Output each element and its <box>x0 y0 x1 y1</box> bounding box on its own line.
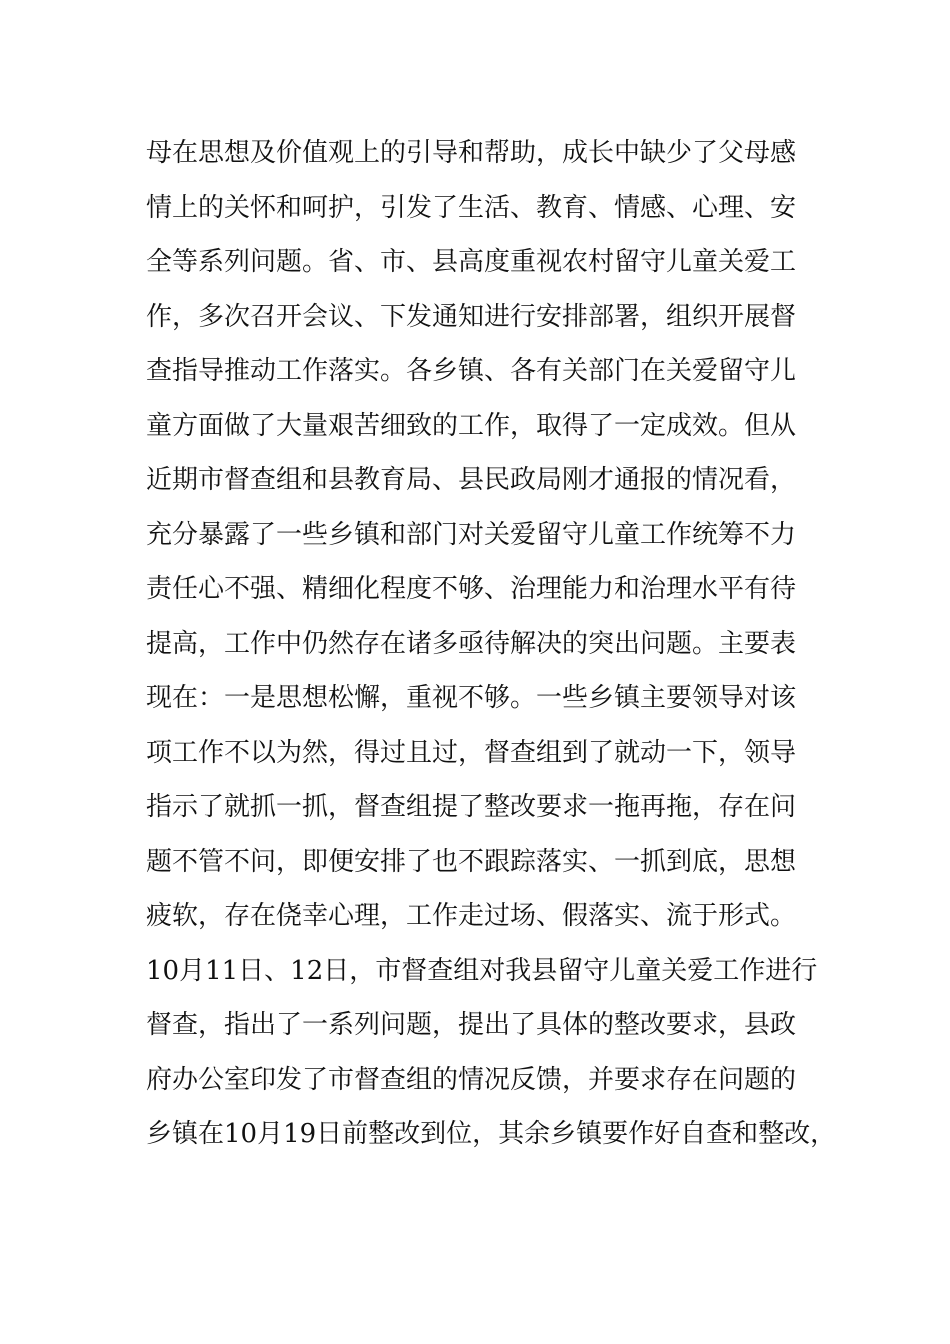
text-line: 督查，指出了一系列问题，提出了具体的整改要求，县政 <box>146 1010 797 1040</box>
text-line: 题不管不问，即便安排了也不跟踪落实、一抓到底，思想 <box>146 846 797 877</box>
text-line: 童方面做了大量艰苦细致的工作，取得了一定成效。但从 <box>146 410 797 441</box>
text-line: 10月11日、12日，市督查组对我县留守儿童关爱工作进行 <box>146 955 818 986</box>
text-line: 母在思想及价值观上的引导和帮助，成长中缺少了父母感 <box>146 138 797 168</box>
text-line: 近期市督查组和县教育局、县民政局刚才通报的情况看， <box>146 465 797 495</box>
text-line: 提高，工作中仍然存在诸多亟待解决的突出问题。主要表 <box>146 628 797 659</box>
text-line: 作，多次召开会议、下发通知进行安排部署，组织开展督 <box>146 301 797 332</box>
text-line: 现在：一是思想松懈，重视不够。一些乡镇主要领导对该 <box>146 683 797 713</box>
text-line: 责任心不强、精细化程度不够、治理能力和治理水平有待 <box>146 574 797 604</box>
text-line: 情上的关怀和呵护，引发了生活、教育、情感、心理、安 <box>146 192 797 223</box>
text-line: 全等系列问题。省、市、县高度重视农村留守儿童关爱工 <box>146 247 797 277</box>
text-line: 充分暴露了一些乡镇和部门对关爱留守儿童工作统筹不力 <box>146 519 797 550</box>
text-line: 项工作不以为然，得过且过，督查组到了就动一下，领导 <box>146 737 797 768</box>
text-line: 查指导推动工作落实。各乡镇、各有关部门在关爱留守儿 <box>146 356 797 386</box>
text-line: 疲软，存在侥幸心理，工作走过场、假落实、流于形式。 <box>146 901 797 931</box>
text-line: 指示了就抓一抓，督查组提了整改要求一拖再拖，存在问 <box>146 792 797 822</box>
body-text <box>146 131 846 1167</box>
text-line: 乡镇在10月19日前整改到位，其余乡镇要作好自查和整改， <box>146 1119 837 1149</box>
text-line: 府办公室印发了市督查组的情况反馈，并要求存在问题的 <box>146 1064 797 1095</box>
